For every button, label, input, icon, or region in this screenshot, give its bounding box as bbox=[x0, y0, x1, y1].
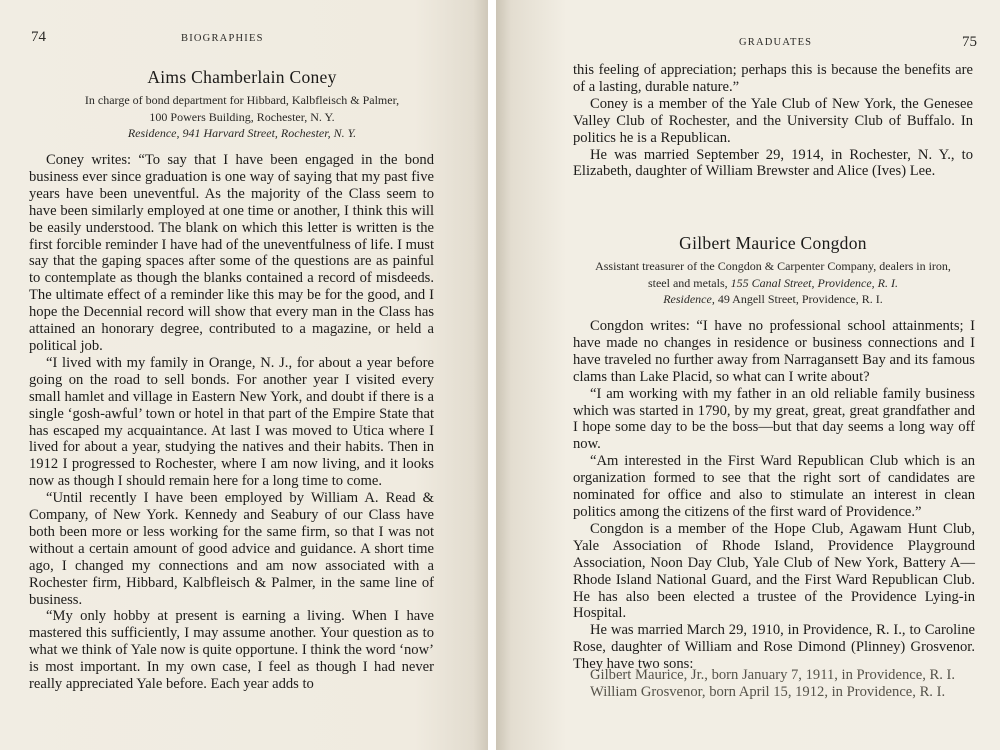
congdon-position-line2 bbox=[568, 275, 978, 292]
coney-residence bbox=[40, 125, 444, 142]
congdon-paragraph: “Am interested in the First Ward Republican Club which is an organization formed to see that the right sort of candidates are nominated for office and also to stimulate an interest in clean politics among the citizens of the first ward of Providence.” bbox=[573, 453, 975, 520]
running-head-left: BIOGRAPHIES bbox=[181, 33, 264, 44]
congdon-body bbox=[573, 318, 975, 673]
coney-paragraph: “Until recently I have been employed by William A. Read & Company, of New York. Kennedy and Seabury of our Class have both been more or less working for the same firm, so that I was not without a certain amount of good advice and guidance. A short time ago, I changed my connections and am now associated with a Rochester firm, Hibbard, Kalbfleisch & Palmer, in the same line of business. bbox=[29, 490, 434, 608]
coney-paragraph: “My only hobby at present is earning a living. When I have mastered this sufficiently, I may assume another. Your question as to what we think of Yale now is quite opportune. I think the word ‘now’ is most important. In my own case, I feel as though I had never really appreciated Yale before. Each year adds to bbox=[29, 608, 434, 693]
coney-continuation bbox=[573, 62, 973, 180]
congdon-paragraph: Congdon is a member of the Hope Club, Agawam Hunt Club, Yale Association of Rhode Island, Providence Playground Association, Noon Day Club, Yale Club of New York, Battery A—Rhode Island National Guard, and the First Ward Republican Club. He has also been elected a trustee of the Providence Lying-in Hospital. bbox=[573, 520, 975, 622]
congdon-paragraph: Congdon writes: “I have no professional school attainments; I have made no changes in residence or business connections and I have traveled no further away from Narragansett Bay and its famous clams than Lake Placid, so what can I write about? bbox=[573, 318, 975, 385]
congdon-sons-list bbox=[590, 667, 955, 701]
page-number-left: 74 bbox=[31, 29, 46, 45]
congdon-paragraph: “I am working with my father in an old reliable family business which was started in 1790, by my great, great, great grandfather and I hope some day to be the boss—but that day seems a long way off now. bbox=[573, 385, 975, 453]
coney-position-line1: In charge of bond department for Hibbard, Kalbfleisch & Palmer, bbox=[84, 93, 400, 107]
congdon-position-line2-plain: steel and metals, bbox=[647, 275, 728, 290]
biography-title-congdon: Gilbert Maurice Congdon bbox=[679, 233, 867, 253]
coney-continuation-paragraph: He was married September 29, 1914, in Rochester, N. Y., to Elizabeth, daughter of William Brewster and Alice (Ives) Lee. bbox=[573, 146, 973, 180]
son-entry: Gilbert Maurice, Jr., born January 7, 1911, in Providence, R. I. bbox=[590, 667, 956, 683]
coney-position-line2: 100 Powers Building, Rochester, N. Y. bbox=[149, 109, 335, 124]
page-number-right: 75 bbox=[962, 34, 977, 50]
book-gutter bbox=[488, 0, 496, 750]
coney-continuation-paragraph: this feeling of appreciation; perhaps this is because the benefits are of a lasting, durable nature.” bbox=[573, 62, 973, 95]
right-page bbox=[496, 0, 1000, 750]
congdon-residence-label: Residence, bbox=[663, 292, 715, 306]
coney-paragraph: “I lived with my family in Orange, N. J., for about a year before going on the road to sell bonds. For another year I visited every small hamlet and village in Eastern New York, and doubt if there is a single ‘gosh-awful’ town or hotel in that part of the Empire State that has escaped my acquaintance. At last I was moved to Utica where I lived for about a year, studying the natives and their habits. Then in 1912 I progressed to Rochester, where I am now living, and it looks now as though I should remain here for a long time to come. bbox=[29, 354, 434, 490]
left-page bbox=[0, 0, 488, 750]
congdon-position-line1: Assistant treasurer of the Congdon & Carpenter Company, dealers in iron, bbox=[595, 259, 951, 273]
congdon-position bbox=[568, 258, 978, 308]
congdon-residence-value: 49 Angell Street, Providence, R. I. bbox=[717, 292, 883, 306]
son-entry: William Grosvenor, born April 15, 1912, in Providence, R. I. bbox=[590, 683, 946, 700]
coney-position bbox=[40, 92, 444, 142]
congdon-residence bbox=[568, 291, 978, 308]
coney-continuation-paragraph: Coney is a member of the Yale Club of New York, the Genesee Valley Club of Rochester, and the University Club of Buffalo. In politics he is a Republican. bbox=[573, 95, 973, 146]
coney-residence-label: Residence, bbox=[127, 126, 180, 140]
coney-residence-value: 941 Harvard Street, Rochester, N. Y. bbox=[182, 126, 357, 140]
congdon-paragraph: He was married March 29, 1910, in Providence, R. I., to Caroline Rose, daughter of William and Rose Dimond (Plinney) Grosvenor. They have two sons: bbox=[573, 622, 975, 673]
coney-body bbox=[29, 152, 434, 693]
biography-title-coney: Aims Chamberlain Coney bbox=[147, 67, 337, 87]
congdon-position-line2-address: 155 Canal Street, Providence, R. I. bbox=[730, 275, 899, 290]
coney-paragraph: Coney writes: “To say that I have been engaged in the bond business ever since graduation is one way of saying that my past five years have been uneventful. As the majority of the Class seem to have been similarly employed at one time or another, I think this will be easily understood. The blank on which this letter is written is the first forcible reminder I have had of the uneventfulness of life. I must say that the gaping spaces after some of the questions are as painful to contemplate as though the blanks contained a record of misdeeds. The ultimate effect of a reminder like this may be for the good, and I hope the Decennial record will show that every man in the Class has attained an honorary degree, contributed to a magazine, or held a political job. bbox=[29, 152, 434, 354]
running-head-right: GRADUATES bbox=[739, 37, 813, 48]
